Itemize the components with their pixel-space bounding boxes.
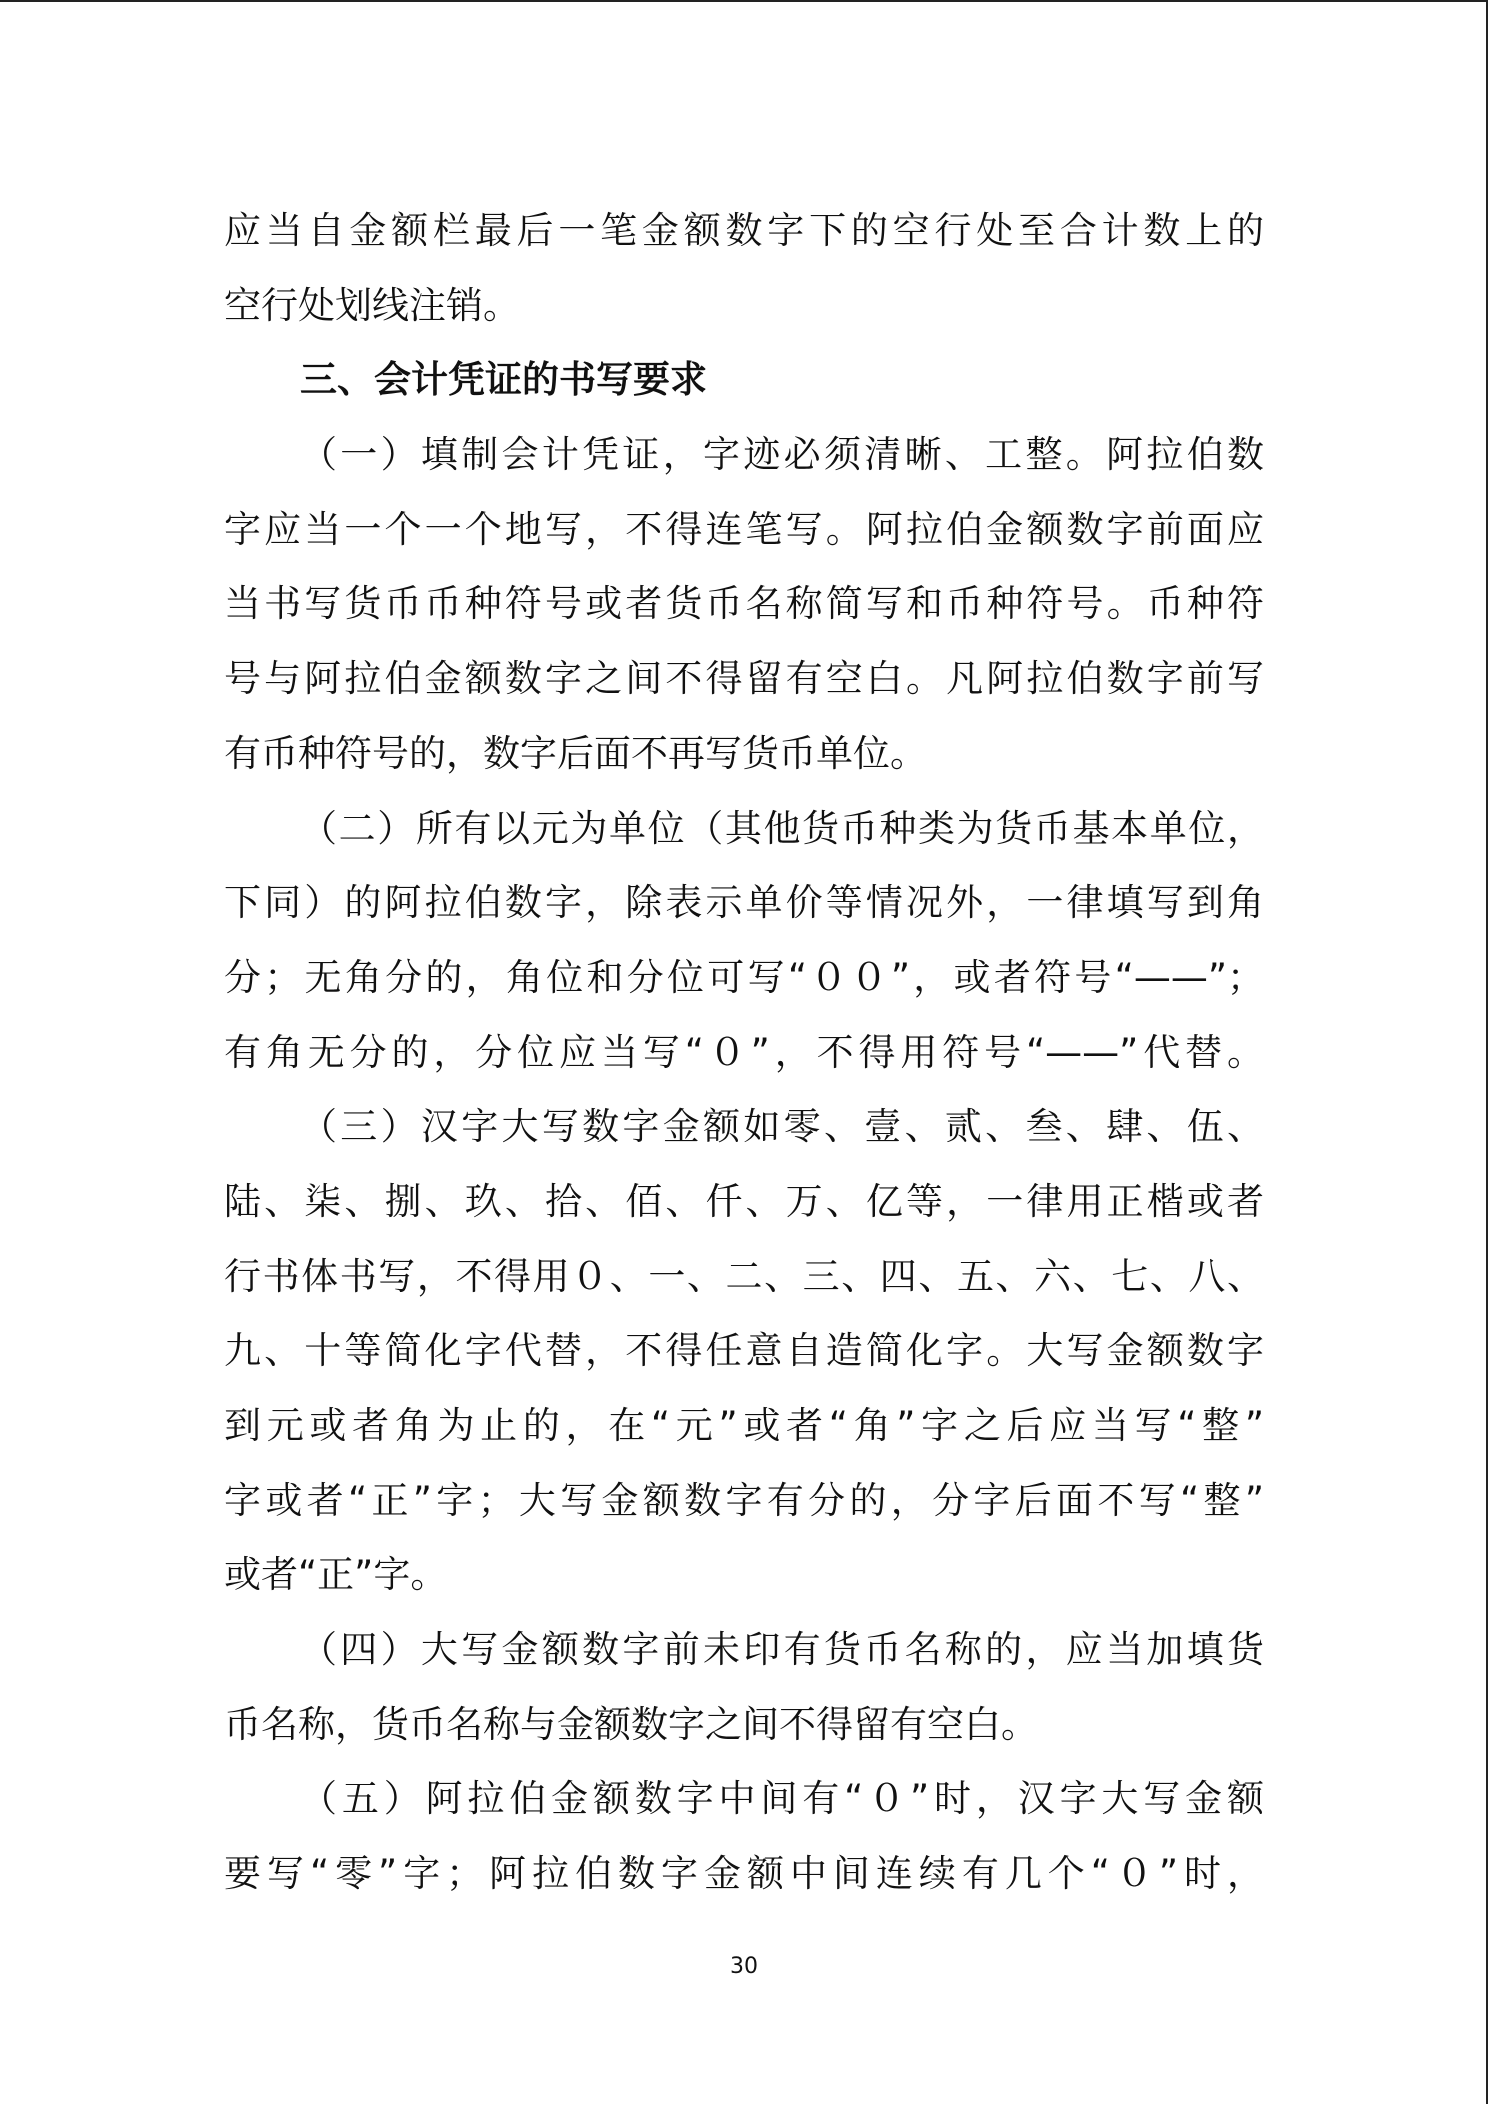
- text-line: 九、十等简化字代替，不得任意自造简化字。大写金额数字: [224, 1329, 1264, 1373]
- text-line: 要写“零”字；阿拉伯数字金额中间连续有几个“０”时，: [224, 1852, 1264, 1896]
- body-text: [224, 194, 1264, 1912]
- text-line: 有币种符号的，数字后面不再写货币单位。: [224, 731, 927, 775]
- text-line: 下同）的阿拉伯数字，除表示单价等情况外，一律填写到角: [224, 881, 1264, 925]
- text-line: （一）填制会计凭证，字迹必须清晰、工整。阿拉伯数: [300, 433, 1264, 477]
- text-line: （二）所有以元为单位（其他货币种类为货币基本单位，: [300, 806, 1264, 850]
- text-line: 空行处划线注销。: [224, 283, 520, 327]
- text-line: 或者“正”字。: [224, 1553, 448, 1597]
- section-heading: 三、会计凭证的书写要求: [300, 358, 707, 402]
- text-line: 分；无角分的，角位和分位可写“００”，或者符号“——”；: [224, 955, 1264, 999]
- text-line: 字或者“正”字；大写金额数字有分的，分字后面不写“整”: [224, 1478, 1264, 1522]
- text-line: 陆、柒、捌、玖、拾、佰、仟、万、亿等，一律用正楷或者: [224, 1179, 1264, 1223]
- text-line: 字应当一个一个地写，不得连笔写。阿拉伯金额数字前面应: [224, 507, 1264, 551]
- text-line: 币名称，货币名称与金额数字之间不得留有空白。: [224, 1702, 1038, 1746]
- text-line: 号与阿拉伯金额数字之间不得留有空白。凡阿拉伯数字前写: [224, 657, 1264, 701]
- text-line: （三）汉字大写数字金额如零、壹、贰、叁、肆、伍、: [300, 1105, 1264, 1149]
- text-line: 应当自金额栏最后一笔金额数字下的空行处至合计数上的: [224, 209, 1264, 252]
- text-line: 当书写货币币种符号或者货币名称简写和币种符号。币种符: [224, 582, 1264, 626]
- page-number: 30: [730, 1954, 758, 1979]
- text-line: （四）大写金额数字前未印有货币名称的，应当加填货: [300, 1628, 1264, 1672]
- text-line: 行书体书写，不得用０、一、二、三、四、五、六、七、八、: [224, 1254, 1264, 1298]
- text-line: 到元或者角为止的，在“元”或者“角”字之后应当写“整”: [224, 1404, 1264, 1447]
- text-line: （五）阿拉伯金额数字中间有“０”时，汉字大写金额: [300, 1777, 1264, 1821]
- text-line: 有角无分的，分位应当写“０”，不得用符号“——”代替。: [224, 1030, 1264, 1074]
